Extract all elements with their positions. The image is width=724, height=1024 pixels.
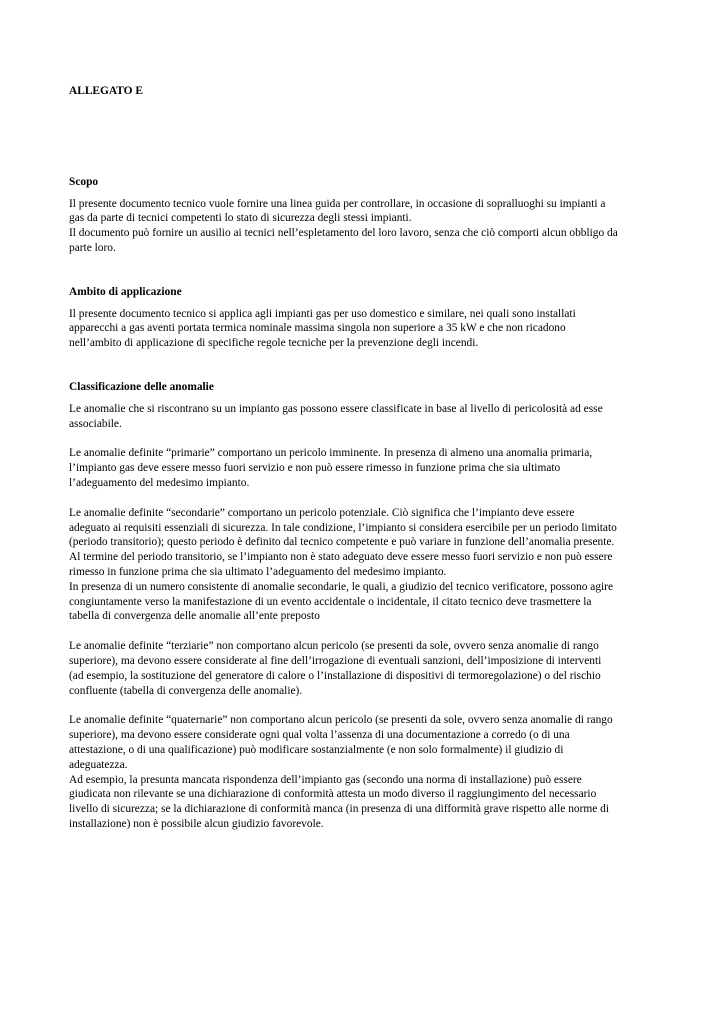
text-line: Il documento può fornire un ausilio ai tecnici nell’espletamento del loro lavoro, senza che ciò comporti alcun obbligo da [69,227,618,240]
document-page [69,84,659,861]
text-line: (ad esempio, la sostituzione del generatore di calore o l’installazione di dispositivi di termoregolazione) o del rischio [69,669,601,682]
text-line: adeguatezza. [69,758,128,771]
paragraph [69,506,659,624]
text-line: In presenza di un numero consistente di anomalie secondarie, le quali, a giudizio del tecnico verificatore, possono agire [69,580,614,593]
text-line: l’impianto gas deve essere messo fuori servizio e non può essere rimesso in funzione prima che sia ultimato [69,462,561,475]
text-line: nell’ambito di applicazione di specifiche regole tecniche per la prevenzione degli incendi. [69,337,479,350]
paragraph [69,307,659,351]
text-line: attestazione, o di una qualificazione) può modificare sostanzialmente (e non solo formalmente) il giudizio di [69,743,564,756]
text-line: associabile. [69,417,122,430]
text-line: Il presente documento tecnico si applica agli impianti gas per uso domestico e similare, nei quali sono installati [69,307,576,320]
text-line: confluente (tabella di convergenza delle anomalie). [69,684,303,697]
text-line: rimesso in funzione prima che sia ultimato l’adeguamento del medesimo impianto. [69,565,447,578]
text-line: superiore), ma devono essere considerate al fine dell’irrogazione di eventuali sanzioni, dell’imposizione di interventi [69,654,602,667]
text-line: l’adeguamento del medesimo impianto. [69,476,250,489]
text-line: Ad esempio, la presunta mancata rispondenza dell’impianto gas (secondo una norma di installazione) può essere [69,773,582,786]
text-line: (periodo transitorio); questo periodo è definito dal tecnico competente e può variare in funzione dell’anomalia presente. [69,536,615,549]
text-line: Al termine del periodo transitorio, se l’impianto non è stato adeguato deve essere messo fuori servizio e non può essere [69,551,613,564]
text-line: adeguato ai requisiti essenziali di sicurezza. In tale condizione, l’impianto si considera esercibile per un periodo limitato [69,521,617,534]
document-body [69,175,659,832]
text-line: Le anomalie definite “terziarie” non comportano alcun pericolo (se presenti da sole, ovvero senza anomalie di rango [69,640,599,653]
text-line: tabella di convergenza delle anomalie all’ente preposto [69,610,320,623]
text-line: giudicata non rilevante se una dichiarazione di conformità attesta un modo diverso il raggiungimento del necessario [69,788,597,801]
section-1 [69,175,659,256]
text-line: livello di sicurezza; se la dichiarazione di conformità manca (in presenza di una difformità grave rispetto alle norme di [69,803,609,816]
text-line: apparecchi a gas aventi portata termica nominale massima singola non superiore a 35 kW e che non ricadono [69,322,566,335]
paragraph [69,639,659,698]
section-3 [69,380,659,832]
text-line: Le anomalie definite “secondarie” comportano un pericolo potenziale. Ciò significa che l’impianto deve essere [69,506,575,519]
paragraph [69,402,659,432]
paragraph [69,713,659,831]
document-title: ALLEGATO E [69,85,143,97]
section-2 [69,285,659,351]
text-line: Le anomalie che si riscontrano su un impianto gas possono essere classificate in base al livello di pericolosità ad esse [69,402,603,415]
section-heading: Ambito di applicazione [69,285,182,298]
text-line: Le anomalie definite “primarie” comportano un pericolo imminente. In presenza di almeno una anomalia primaria, [69,447,593,460]
text-line: parte loro. [69,241,116,254]
paragraph [69,197,659,256]
section-heading: Classificazione delle anomalie [69,380,214,393]
paragraph [69,446,659,490]
text-line: gas da parte di tecnici competenti lo stato di sicurezza degli stessi impianti. [69,212,412,225]
text-line: installazione) non è possibile alcun giudizio favorevole. [69,817,324,830]
section-heading: Scopo [69,175,99,188]
text-line: Le anomalie definite “quaternarie” non comportano alcun pericolo (se presenti da sole, ovvero senza anomalie di rango [69,714,613,727]
text-line: superiore), ma devono essere considerate ogni qual volta l’assenza di una documentazione a corredo (o di una [69,729,570,742]
text-line: Il presente documento tecnico vuole fornire una linea guida per controllare, in occasione di sopralluoghi su impianti a [69,197,606,210]
text-line: congiuntamente verso la manifestazione di un evento accidentale o incidentale, il citato tecnico deve trasmettere la [69,595,592,608]
